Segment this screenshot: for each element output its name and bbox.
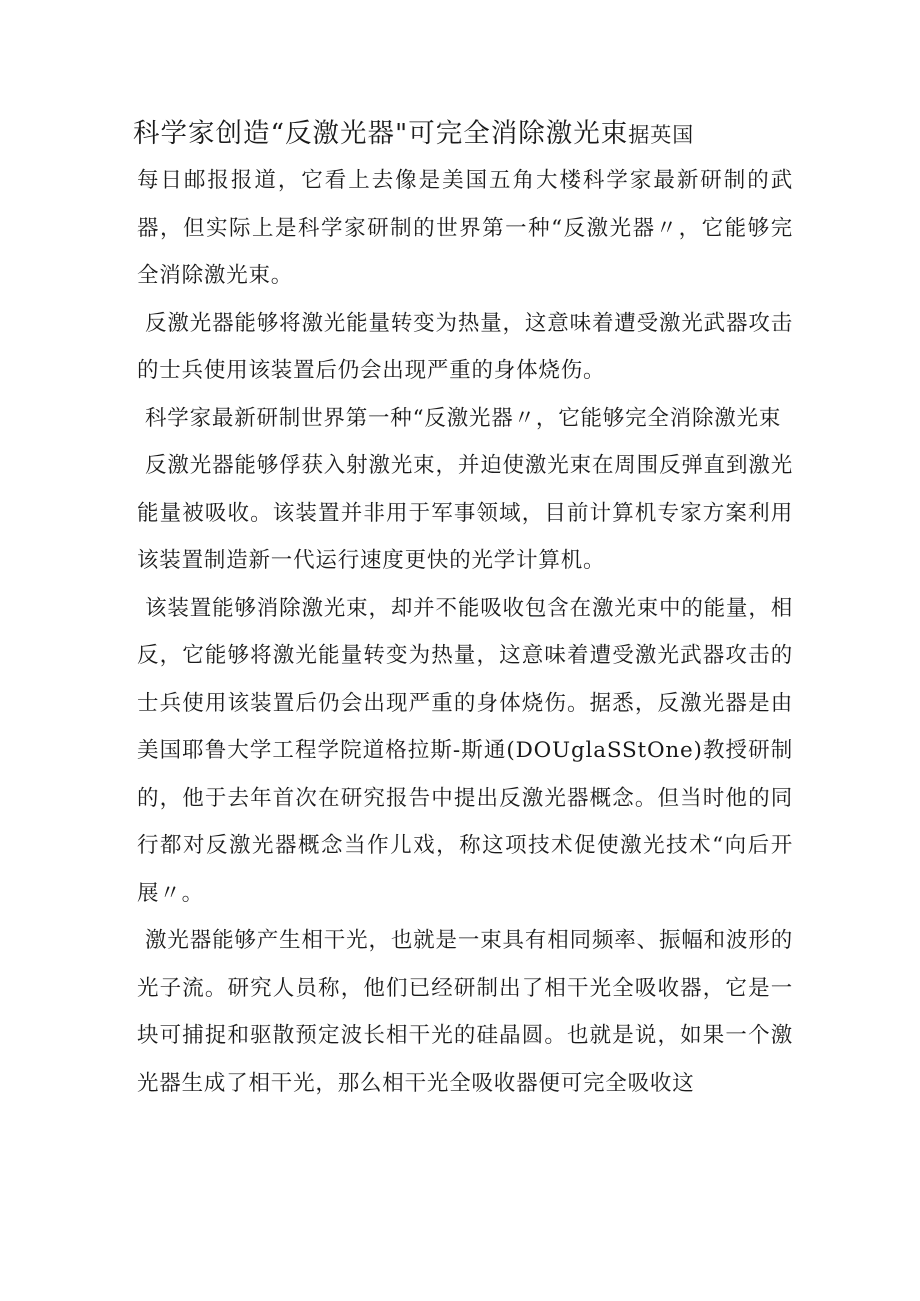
paragraph-5-text: 该装置能够消除激光束，却并不能吸收包含在激光束中的能量，相反，它能够将激光能量转变为热量，这意味着遭受激光武器攻击的士兵使用该装置后仍会出现严重的身体烧伤。据悉，反激光器是由美国耶鲁大学工程学院道格拉斯-斯通(DOUglaSStOne)教授研制的，他于去年首次在研究报告中提出反激光器概念。但当时他的同行都对反激光器概念当作儿戏，称这项技术促使激光技术“向后开展〃。 [137, 595, 793, 906]
paragraph-2 [137, 300, 793, 395]
paragraph-2-text: 反激光器能够将激光能量转变为热量，这意味着遭受激光武器攻击的士兵使用该装置后仍会出现严重的身体烧伤。 [137, 310, 793, 383]
document-page [133, 106, 793, 1107]
article-title: 科学家创造“反激光器"可完全消除激光束 [133, 118, 629, 149]
paragraph-1-text: 每日邮报报道，它看上去像是美国五角大楼科学家最新研制的武器，但实际上是科学家研制的世界第一种“反激光器〃，它能够完全消除激光束。 [137, 168, 793, 288]
paragraph-4 [137, 442, 793, 585]
paragraph-5 [137, 585, 793, 918]
paragraph-6 [137, 917, 793, 1107]
paragraph-4-text: 反激光器能够俘获入射激光束，并迫使激光束在周围反弹直到激光能量被吸收。该装置并非用于军事领域，目前计算机专家方案利用该装置制造新一代运行速度更快的光学计算机。 [137, 453, 793, 573]
title-line [133, 106, 793, 163]
paragraph-3-text: 科学家最新研制世界第一种“反激光器〃，它能够完全消除激光束 [145, 405, 782, 431]
paragraph-6-text: 激光器能够产生相干光，也就是一束具有相同频率、振幅和波形的光子流。研究人员称，他们已经研制出了相干光全吸收器，它是一块可捕捉和驱散预定波长相干光的硅晶圆。也就是说，如果一个激光器生成了相干光，那么相干光全吸收器便可完全吸收这 [137, 928, 793, 1096]
paragraph-3 [137, 395, 793, 443]
article-lead-start: 据英国 [628, 123, 695, 147]
paragraph-1 [137, 157, 793, 300]
